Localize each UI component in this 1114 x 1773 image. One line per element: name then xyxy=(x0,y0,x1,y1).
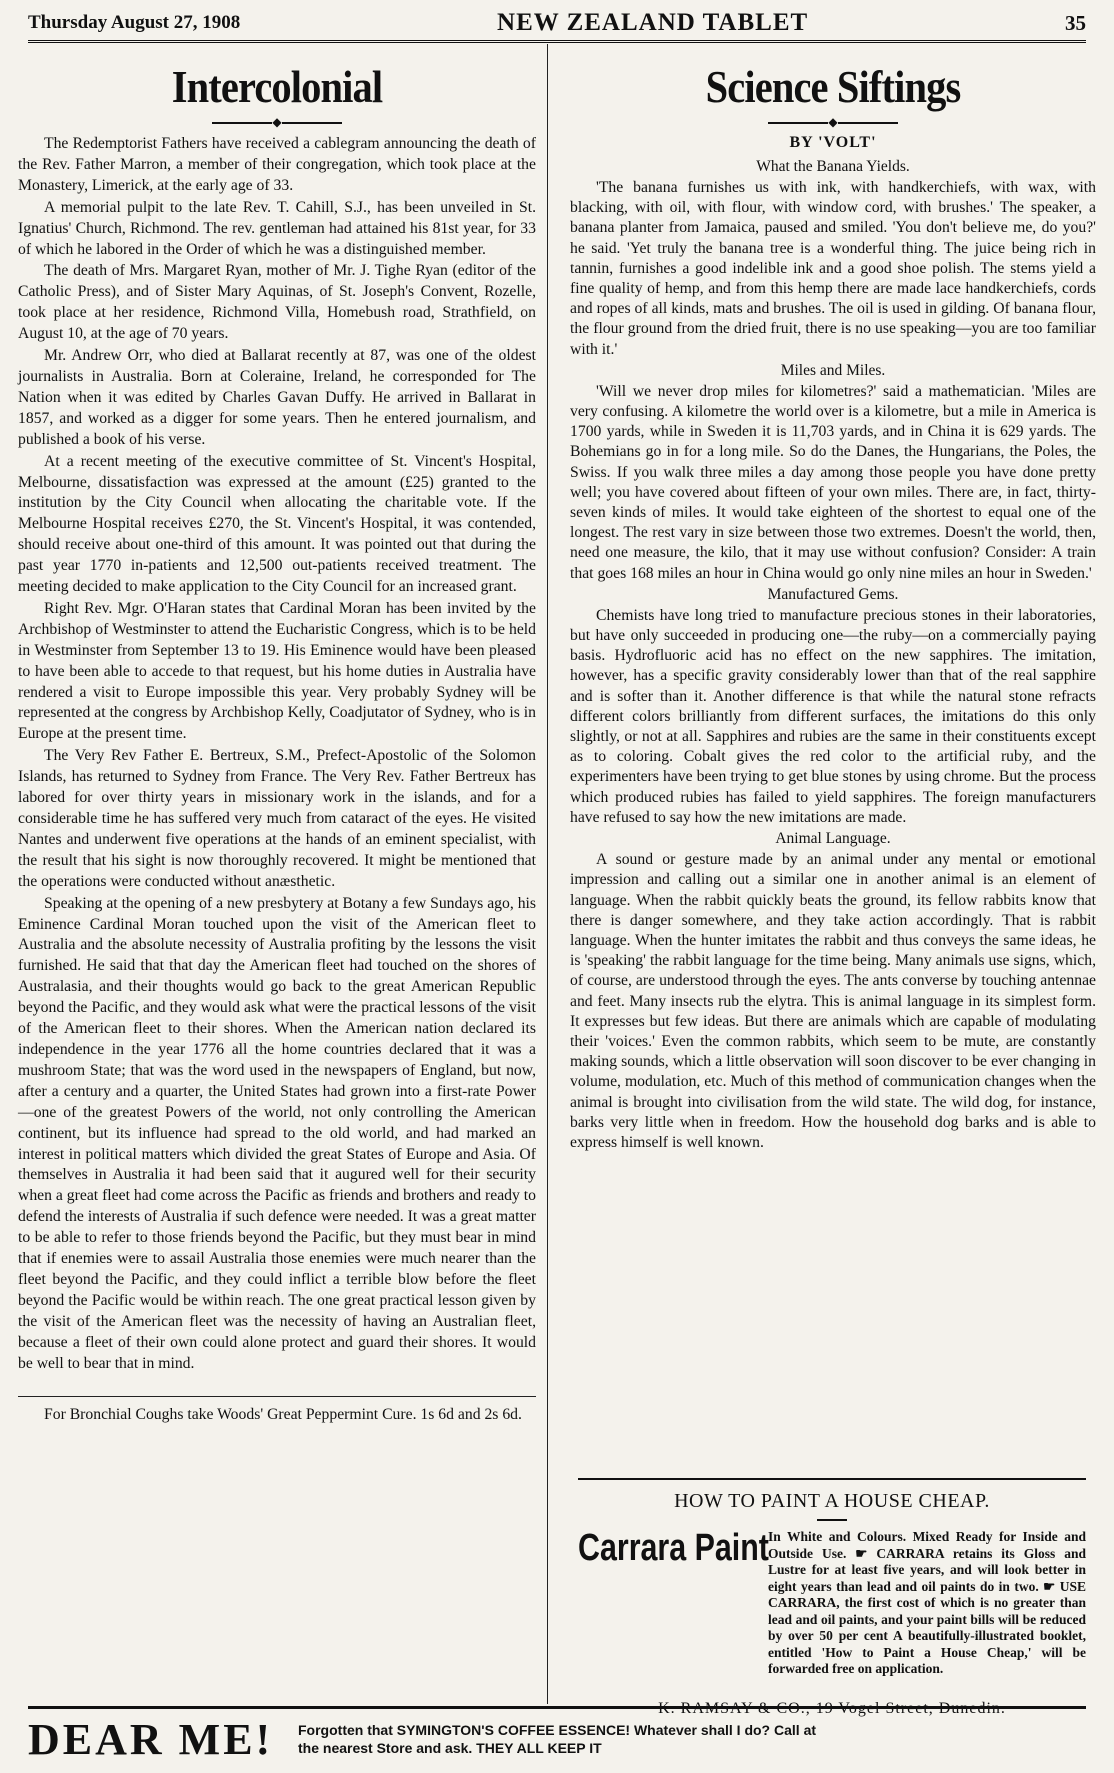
science-paragraph: 'The banana furnishes us with ink, with handkerchiefs, with wax, with blacking, with oil, with flour, with window cord, with brushes.' The speaker, a banana planter from Jamaica, paused and smiled. 'You don't believe me, do you?' he said. 'Yet truly the banana tree is a wonderful thing. The juice being rich in tannin, furnishes a good indelible ink and a good shoe polish. The stems yield a fine quality of hemp, and from this hemp there are made lace handkerchiefs, cords and ropes of all kinds, mats and brushes. The oil is used in gilding. Of banana flour, the flour ground from the dried fruit, there is no use speaking—you are too familiar with it.' xyxy=(570,179,1096,358)
intercolonial-headline: Intercolonial xyxy=(171,61,383,112)
news-paragraph: The death of Mrs. Margaret Ryan, mother of Mr. J. Tighe Ryan (editor of the Catholic Press), and of Sister Mary Aquinas, of St. Joseph's Convent, Rozelle, took place at her residence, Richmond Villa, Homebush road, Strathfield, on August 10, at the age of 70 years. xyxy=(18,262,536,343)
science-column xyxy=(570,52,1096,1154)
news-paragraph: At a recent meeting of the executive committee of St. Vincent's Hospital, Melbourne, dissatisfaction was expressed at the amount (£25) granted to the institution by the City Council when allocating the charitable vote. If the Melbourne Hospital receives £270, the St. Vincent's Hospital, it was contended, should receive about one-third of this amount. It was pointed out that during the past year 1770 in-patients and 12,500 out-patients received treatment. The meeting decided to make application to the City Council for an increased grant. xyxy=(18,452,536,596)
science-paragraph: Chemists have long tried to manufacture precious stones in their laboratories, but have only succeeded in producing one—the ruby—on a commercially paying basis. Hydrofluoric acid has no effect on the new sapphires. The imitation, however, has a specific gravity considerably lower than that of the real sapphire and is softer than it. Another difference is that while the natural stone refracts different colors brilliantly from different surfaces, the imitations do this only slightly, or not at all. Sapphires and rubies are the same in their constituents except as to coloring. Cobalt gives the red color to the artificial ruby, and the experimenters have been trying to get blue stones by using chrome. But the process which produced rubies has failed to yield sapphires. The foreign manufacturers have refused to say how the new imitations are made. xyxy=(570,606,1096,826)
section-subhead: Manufactured Gems. xyxy=(767,585,899,603)
section-subhead: Miles and Miles. xyxy=(780,361,886,379)
science-paragraph: 'Will we never drop miles for kilometres?' said a mathematician. 'Miles are very confusing. A kilometre the world over is a kilometre, but a mile in America is 1700 yards, while in Sweden it is 11,703 yards, and in China it is 629 yards. The Bohemians go in for a long mile. So do the Danes, the Hungarians, the Poles, the Swiss. If you walk three miles a day among those people you have done pretty well; you have covered about fifteen of your own miles. There are, in fact, thirty-seven kinds of miles. It would take eighteen of the shortest to equal one of the longest. The rest vary in size between those two extremes. Doesn't the world, then, need one measure, the kilo, that it may use without confusion? Consider: A train that goes 168 miles an hour in China would go only nine miles an hour in Sweden.' xyxy=(570,382,1096,582)
coffee-essence-advertisement xyxy=(28,1706,1086,1769)
ad-text: In White and Colours. Mixed Ready for Inside and Outside Use. ☛ CARRARA retains its Gloss and Lustre for at least five years, and will look better in eight years than lead and oil paints do in two. ☛ USE CARRARA, the first cost of which is no greater than lead and oil paints, and your paint bills will be reduced by over 50 per cent A beautifully-illustrated booklet, entitled 'How to Paint a House Cheap,' will be forwarded free on application. xyxy=(768,1529,1086,1676)
masthead xyxy=(28,6,1086,43)
science-headline: Science Siftings xyxy=(705,61,961,112)
coffee-ad-text xyxy=(298,1721,816,1757)
ad-brand: Carrara Paint xyxy=(578,1527,769,1569)
paint-advertisement xyxy=(578,1478,1086,1717)
news-paragraph: Speaking at the opening of a new presbytery at Botany a few Sundays ago, his Eminence Cardinal Moran touched upon the visit of the American fleet to Australia and the absolute necessity of Australia profiting by the lessons the visit furnished. He said that that day the American fleet had touched on the shores of Australasia, and their thoughts would go back to the great American Republic beyond the Pacific, and they would ask what were the practical lessons of the visit of the American fleet to their shores. When the American nation declared its independence in the year 1776 all the home countries declared that it was a mushroom State; that was the word used in the newspapers of England, but now, after a century and a quarter, the United States had grown into a first-rate Power—one of the greatest Powers of the world, not only controlling the American continent, but its influence had spread to the old world, and had marked an interest in political matters which divided the great States of Europe and Asia. Of themselves in Australia it had been said that it augured well for their security when a great fleet had come across the Pacific as friends and brothers and ready to defend the interests of Australia if such defence were needed. It was a great matter to be able to refer to those friends beyond the Pacific, but they must bear in mind that if enemies were to assail Australia those enemies were much nearer than the fleet beyond the Pacific, and they could inflict a terrible blow before the fleet beyond the Pacific would be within reach. The one great practical lesson given by the visit of the American fleet was the necessity of having an Australian fleet, because a fleet of their own could alone protect and guard their shores. It would be well to bear that in mind. xyxy=(18,894,536,1372)
news-paragraph: A memorial pulpit to the late Rev. T. Cahill, S.J., has been unveiled in St. Ignatius' Church, Richmond. The rev. gentleman had attained his 81st year, for 33 of which he labored in the Order of which he was a distinguished member. xyxy=(18,198,536,258)
cough-cure-notice: For Bronchial Coughs take Woods' Great Peppermint Cure. 1s 6d and 2s 6d. xyxy=(18,1396,536,1425)
ad-title: HOW TO PAINT A HOUSE CHEAP. xyxy=(674,1490,990,1512)
page-number: 35 xyxy=(1065,10,1086,35)
ad-footer: K. RAMSAY & CO., 19 Vogel Street, Dunedin. xyxy=(658,1699,1006,1717)
section-subhead: Animal Language. xyxy=(775,830,891,848)
ad-body xyxy=(578,1529,1086,1678)
science-paragraph: A sound or gesture made by an animal under any mental or emotional impression and calling out a similar one in another animal is an element of language. When the rabbit quickly beats the ground, its fellow rabbits know that there is danger somewhere, and they take action accordingly. That is rabbit language. When the hunter imitates the rabbit and thus conveys the same ideas, he is 'speaking' the rabbit language for the time being. Many animals use signs, which, of course, are understood through the eyes. The ants converse by touching antennae and feet. Many insects rub the elytra. This is animal language in its simplest form. It expresses but few ideas. But there are animals which are capable of modulating their 'voices.' Even the common rabbits, which seem to be mute, are constantly making sounds, which a little observation will soon discover to be ever changing in volume, modulation, etc. Much of this method of communication changes when the animal is brought into civilisation from the wild state. The wild dog, for instance, barks very little when in freedom. How the household dog barks and is able to express himself is well known. xyxy=(570,851,1096,1151)
intercolonial-column xyxy=(18,52,536,1425)
intercolonial-paragraphs xyxy=(18,134,536,1374)
byline: BY 'VOLT' xyxy=(789,134,877,151)
paper-title: NEW ZEALAND TABLET xyxy=(497,9,809,36)
headline-ornament: ◆ xyxy=(18,116,536,128)
coffee-ad-line-1: Forgotten that SYMINGTON'S COFFEE ESSENCE! Whatever shall I do? Call at xyxy=(298,1722,817,1738)
ad-rule xyxy=(817,1519,847,1521)
science-sections xyxy=(570,158,1096,1153)
news-paragraph: Mr. Andrew Orr, who died at Ballarat recently at 87, was one of the oldest journalists in Australia. Born at Coleraine, Ireland, he corresponded for The Nation when it was edited by Charles Gavan Duffy. He arrived in Ballarat in 1857, and worked as a digger for some years. Then he entered journalism, and published a book of his verse. xyxy=(18,347,536,448)
coffee-ad-line-2: the nearest Store and ask. THEY ALL KEEP IT xyxy=(298,1740,602,1756)
news-paragraph: The Redemptorist Fathers have received a cablegram announcing the death of the Rev. Father Marron, a member of their congregation, which took place at the Monastery, Limerick, at the early age of 33. xyxy=(18,135,536,194)
section-subhead: What the Banana Yields. xyxy=(756,158,910,175)
column-divider xyxy=(547,44,548,1704)
news-paragraph: Right Rev. Mgr. O'Haran states that Cardinal Moran has been invited by the Archbishop of Westminster to attend the Eucharistic Congress, which is to be held in Westminster from September 13 to 19. His Eminence would have been pleased to have been able to accede to that request, but his home duties in Australia have rendered a visit to Europe impossible this year. Very probably Sydney will be represented at the congress by Archbishop Kelly, Coadjutator of Sydney, who is in Europe at the present time. xyxy=(18,599,536,743)
news-paragraph: The Very Rev Father E. Bertreux, S.M., Prefect-Apostolic of the Solomon Islands, has returned to Sydney from France. The Very Rev. Father Bertreux has labored for over thirty years in missionary work in the islands, and for a considerable time he has suffered very much from cataract of the eyes. He visited Nantes and underwent five operations at the hands of an eminent specialist, with the result that his sight is now thoroughly recovered. It might be mentioned that the operations were conducted without anæsthetic. xyxy=(18,747,536,890)
issue-date: Thursday August 27, 1908 xyxy=(28,12,241,33)
headline-ornament: ◆ xyxy=(570,116,1096,128)
dear-me-banner: DEAR ME! xyxy=(28,1714,274,1764)
